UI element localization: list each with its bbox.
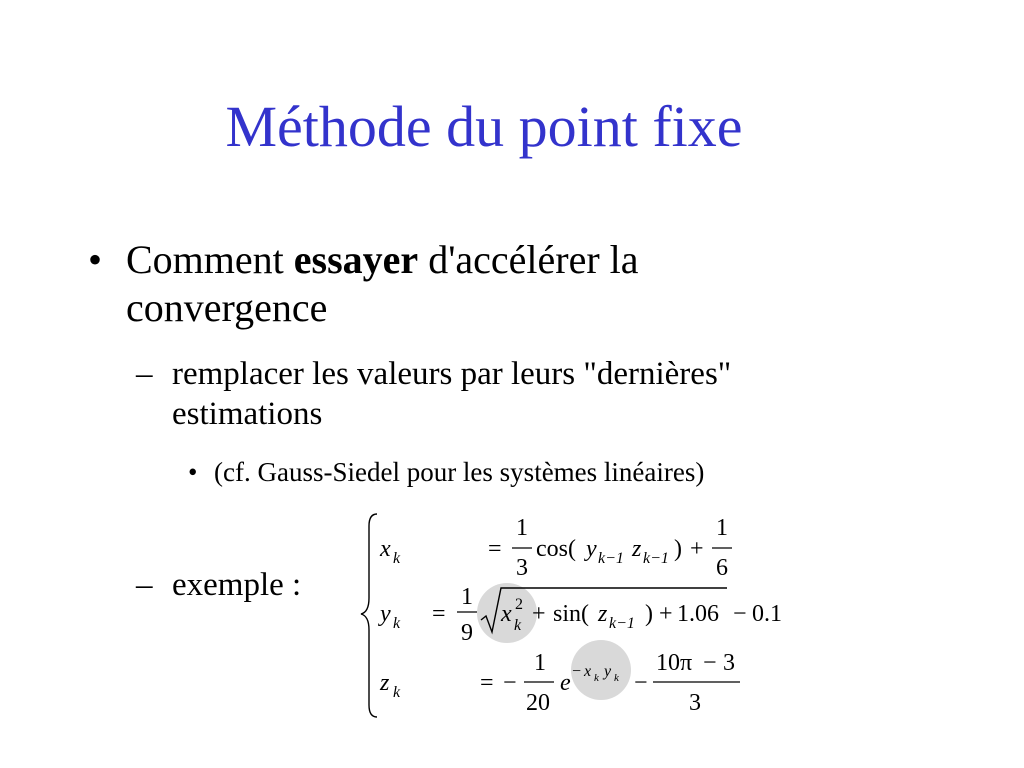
y-lhs: y — [380, 601, 391, 627]
y-var-1-sub: k−1 — [598, 550, 624, 567]
z-var-1: z — [632, 536, 642, 562]
frac5-num-b: 3 — [723, 650, 735, 676]
x-lhs: x — [380, 536, 391, 562]
const-01: 0.1 — [752, 601, 782, 627]
exp-y-sub: k — [614, 672, 619, 684]
e-const: e — [560, 670, 571, 696]
frac2-den: 6 — [716, 555, 728, 581]
minus-2: − — [503, 670, 517, 696]
eq-sign-2: = — [432, 601, 446, 627]
y-var-1: y — [586, 536, 597, 562]
const-106: 1.06 — [677, 601, 719, 627]
bullet-marker: • — [88, 237, 103, 282]
plus-2: + — [532, 601, 546, 627]
x-lhs-sub: k — [393, 550, 401, 567]
close-paren-1: ) — [674, 536, 682, 562]
exp-y: y — [604, 663, 612, 680]
bullet-1-bold: essayer — [293, 237, 419, 282]
z-var-1-sub: k−1 — [643, 550, 669, 567]
frac3-den: 9 — [461, 620, 473, 646]
plus-3: + — [659, 601, 673, 627]
frac1-num: 1 — [516, 515, 528, 541]
sub-sub-bullet-text: (cf. Gauss-Siedel pour les systèmes linéaires) — [214, 457, 705, 487]
z-var-2-sub: k−1 — [609, 615, 635, 632]
frac5-den: 3 — [689, 690, 701, 716]
frac2-num: 1 — [716, 515, 728, 541]
sin-func: sin( — [553, 601, 589, 627]
frac5-num-a: 10π — [656, 650, 693, 676]
exp-x-sub: k — [594, 672, 599, 684]
dash-marker: – — [136, 356, 153, 392]
curly-brace-icon — [361, 514, 377, 717]
minus-3: − — [634, 670, 648, 696]
z-lhs-sub: k — [393, 684, 401, 701]
bullet-marker: • — [188, 457, 198, 487]
slide-title: Méthode du point fixe — [225, 94, 743, 159]
sub-bullet-2-text: exemple : — [172, 567, 302, 603]
x-var-2: x — [501, 601, 512, 627]
plus-1: + — [690, 536, 704, 562]
sub-bullet-1-text: remplacer les valeurs par leurs "dernières" estimations — [172, 356, 732, 432]
exp-x: x — [584, 663, 592, 680]
x-var-2-sup: 2 — [515, 596, 523, 613]
z-var-2: z — [598, 601, 608, 627]
frac5-num-minus: − — [703, 650, 717, 676]
x-var-2-sub: k — [514, 617, 522, 634]
y-lhs-sub: k — [393, 615, 401, 632]
frac3-num: 1 — [461, 584, 473, 610]
frac4-den: 20 — [526, 690, 550, 716]
frac4-num: 1 — [534, 650, 546, 676]
close-paren-2: ) — [645, 601, 653, 627]
eq-sign-1: = — [488, 536, 502, 562]
frac1-den: 3 — [516, 555, 528, 581]
z-lhs: z — [380, 670, 390, 696]
bullet-1-pre: Comment — [126, 237, 294, 282]
dash-marker: – — [136, 567, 153, 603]
minus-1: − — [733, 601, 747, 627]
exp-minus: − — [572, 663, 582, 680]
eq-sign-3: = — [480, 670, 494, 696]
bullet-1-post: d'accélérer la convergence — [126, 237, 639, 330]
cos-func: cos( — [536, 536, 576, 562]
